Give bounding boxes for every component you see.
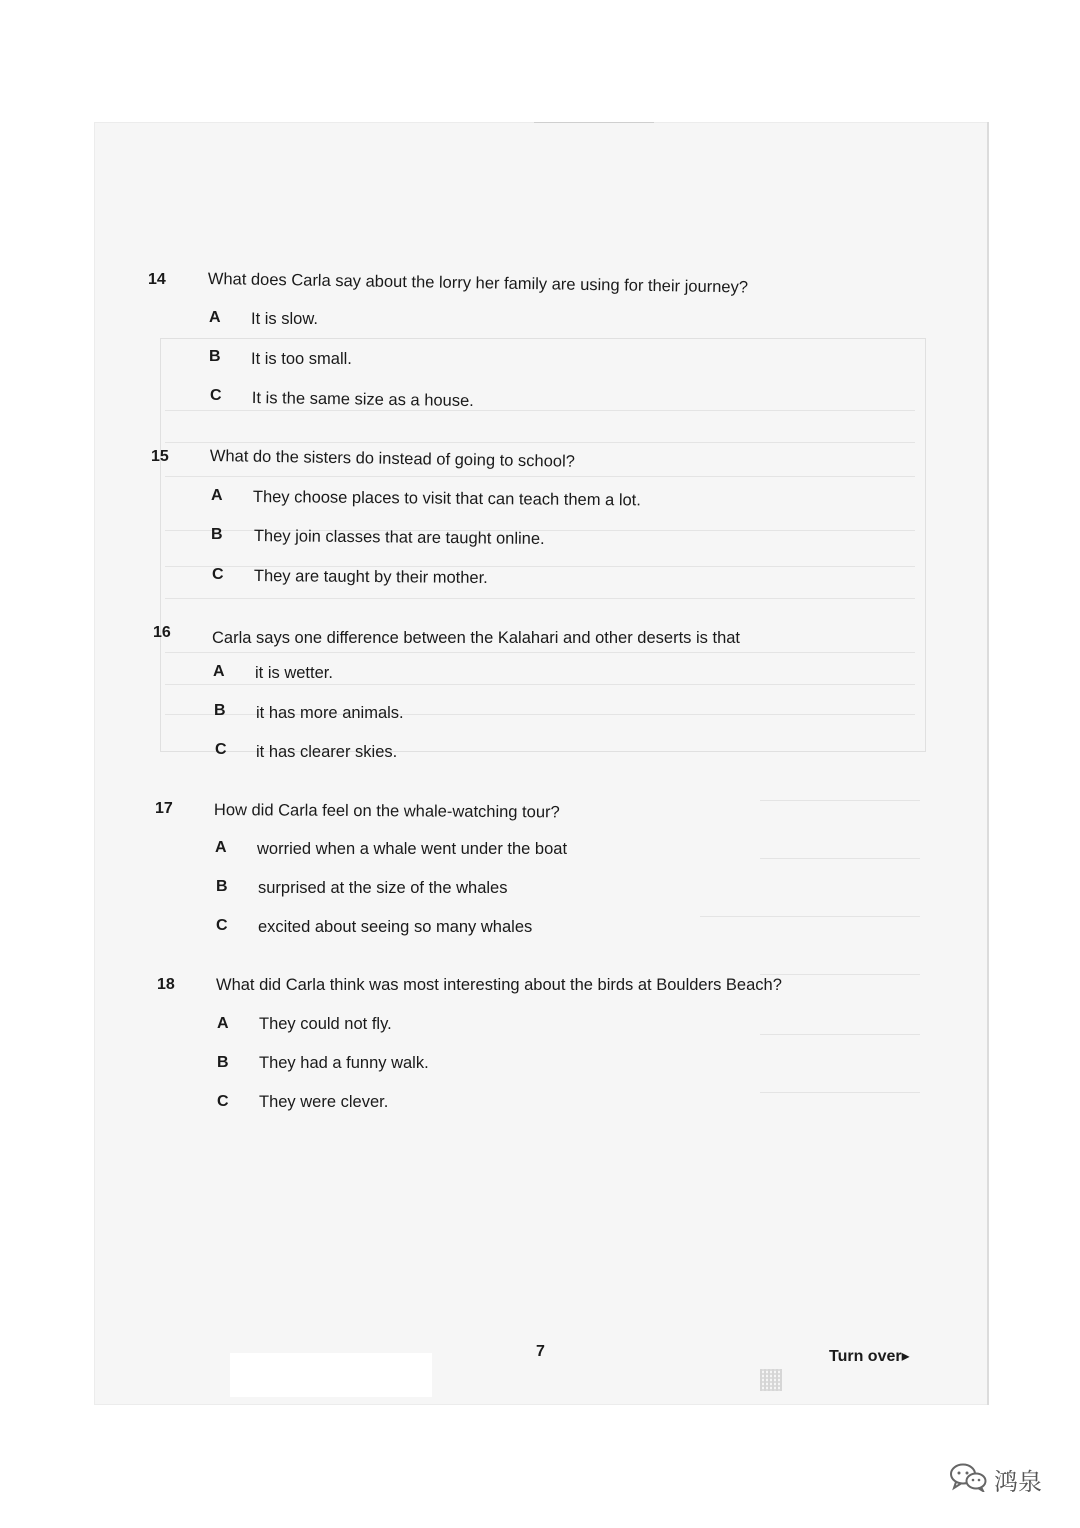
page-number: 7: [536, 1343, 545, 1360]
bleed-through-line: [165, 442, 915, 443]
question-number: 16: [153, 624, 171, 641]
watermark-text: 鸿泉: [994, 1468, 1042, 1496]
question-text: What does Carla say about the lorry her family are using for their journey?: [207, 270, 749, 297]
watermark: [948, 1462, 1042, 1497]
option-text: They join classes that are taught online.: [253, 527, 545, 549]
turn-over-label: Turn over▸: [829, 1348, 910, 1365]
exam-page: [94, 122, 989, 1405]
option-text: surprised at the size of the whales: [258, 879, 508, 897]
bleed-through-line: [760, 1034, 920, 1035]
question-text: Carla says one difference between the Kalahari and other deserts is that: [212, 629, 741, 647]
bleed-through-line: [760, 858, 920, 859]
bleed-through-line: [165, 652, 915, 653]
question-text: What do the sisters do instead of going to school?: [209, 447, 576, 471]
question-number: 18: [157, 976, 175, 993]
option-letter: A: [211, 487, 223, 504]
option-letter: B: [216, 878, 228, 895]
option-text: They were clever.: [259, 1093, 389, 1111]
option-letter: B: [211, 526, 223, 543]
option-text: It is too small.: [251, 350, 352, 368]
option-letter: A: [209, 309, 221, 326]
option-text: it is wetter.: [255, 664, 333, 682]
option-text: They are taught by their mother.: [253, 567, 488, 588]
option-text: They had a funny walk.: [259, 1054, 429, 1072]
question-number: 14: [148, 271, 166, 288]
question-text: What did Carla think was most interesting about the birds at Boulders Beach?: [216, 976, 782, 994]
option-text: worried when a whale went under the boat: [257, 840, 568, 858]
option-letter: B: [214, 702, 226, 719]
bleed-through-line: [165, 476, 915, 477]
bleed-through-line: [700, 916, 920, 917]
option-letter: C: [212, 566, 224, 583]
bleed-through-line: [165, 410, 915, 411]
option-letter: C: [216, 917, 228, 934]
option-letter: B: [217, 1054, 229, 1071]
bleed-through-line: [165, 598, 915, 599]
option-letter: C: [210, 387, 222, 404]
blank-label-area: [230, 1353, 432, 1397]
option-letter: B: [209, 348, 221, 365]
option-text: They choose places to visit that can teach them a lot.: [252, 488, 641, 510]
question-number: 15: [151, 448, 169, 465]
bleed-through-line: [760, 974, 920, 975]
option-text: it has clearer skies.: [256, 743, 398, 761]
option-letter: A: [217, 1015, 229, 1032]
option-text: It is slow.: [251, 310, 318, 328]
question-text: How did Carla feel on the whale-watching tour?: [213, 801, 560, 822]
option-text: it has more animals.: [256, 704, 404, 722]
option-letter: C: [215, 741, 227, 758]
option-text: They could not fly.: [259, 1015, 392, 1033]
option-letter: C: [217, 1093, 229, 1110]
option-letter: A: [213, 663, 225, 680]
option-text: excited about seeing so many whales: [258, 918, 533, 936]
bleed-through-line: [165, 684, 915, 685]
bleed-through-line: [760, 800, 920, 801]
page-edge-top: [534, 122, 654, 123]
page-edge: [987, 122, 989, 1405]
option-letter: A: [215, 839, 227, 856]
barcode-icon: [760, 1369, 782, 1391]
option-text: It is the same size as a house.: [251, 389, 474, 411]
question-number: 17: [155, 800, 173, 817]
wechat-icon: [948, 1462, 988, 1497]
bleed-through-line: [760, 1092, 920, 1093]
